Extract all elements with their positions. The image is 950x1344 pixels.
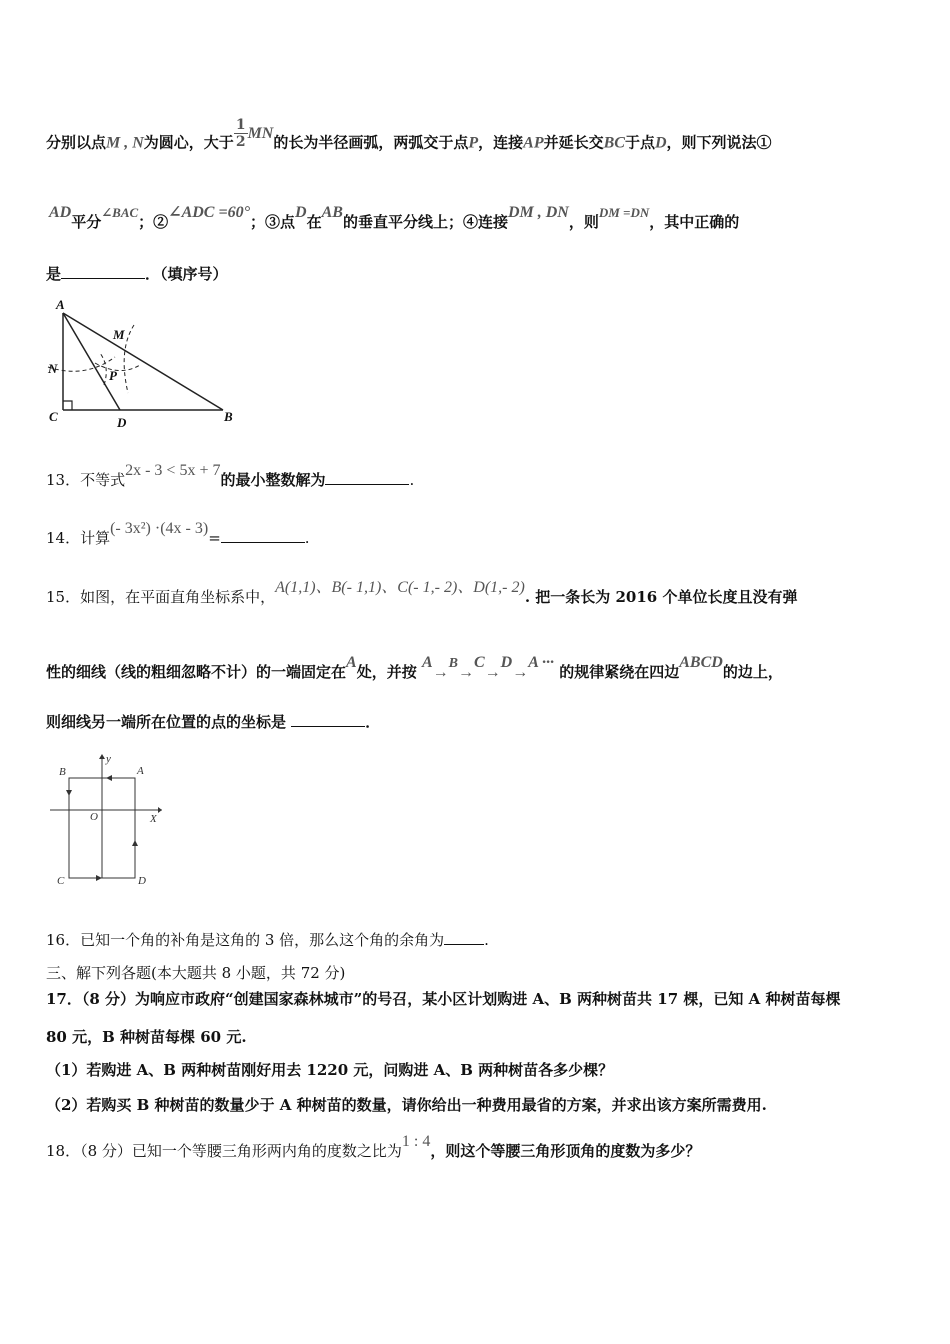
label-p: P — [109, 368, 117, 383]
arrow-d-to-a — [132, 840, 138, 846]
label-b: B — [59, 766, 66, 778]
q15-line-2: 性的细线（线的粗细忽略不计）的一端固定在A处，并按 A→B→C→D→A ··· 的规律紧绕在四边ABCD的边上， — [46, 654, 783, 681]
right-angle-mark — [63, 401, 72, 410]
q17-part-1: （1）若购进 A、B 两种树苗刚好用去 1220 元，问购进 A、B 两种树苗各多少棵？ — [46, 1061, 614, 1079]
section-title: 三、解下列各题(本大题共 8 小题，共 72 分) — [46, 964, 346, 982]
arrow-b-to-c — [66, 790, 72, 796]
q17-part-2: （2）若购买 B 种树苗的数量少于 A 种树苗的数量，请你给出一种费用最省的方案，并求出该方案所需费用. — [46, 1096, 767, 1114]
arrow-c-to-d — [96, 875, 102, 881]
triangle-figure — [40, 295, 250, 430]
label-y: y — [106, 753, 111, 765]
label-o: O — [90, 811, 98, 823]
arrow-a-to-b — [106, 775, 112, 781]
label-n: N — [48, 361, 58, 376]
segment-ad — [63, 313, 120, 410]
q17-line-2: 80 元，B 种树苗每棵 60 元. — [46, 1028, 247, 1046]
answer-blank[interactable] — [221, 528, 305, 543]
label-a: A — [56, 297, 65, 312]
q12-line-1: 分别以点M , N为圆心，大于 $\frac{1}{2}$ MN的长为半径画弧，两弧交于点P，连接AP并延长交BC于点D，则下列说法① — [46, 117, 772, 152]
y-axis-arrow — [99, 754, 105, 759]
label-x: X — [150, 813, 157, 825]
arc-cross — [95, 363, 140, 371]
q15-line-1: 15．如图，在平面直角坐标系中，A(1,1)、B(- 1,1)、C(- 1,- 2)、D(1,- 2). 把一条长为 2016 个单位长度且没有弹 — [46, 579, 798, 606]
answer-blank[interactable] — [291, 712, 365, 727]
answer-blank[interactable] — [325, 470, 409, 485]
label-d: D — [138, 875, 146, 887]
q16: 16．已知一个角的补角是这角的 3 倍，那么这个角的余角为 . — [46, 931, 489, 949]
label-c: C — [49, 409, 58, 424]
fraction-one-half: $\frac{1}{2}$ — [235, 117, 246, 150]
side-ab — [63, 313, 223, 410]
label-c: C — [57, 875, 65, 887]
q15-line-3: 则细线另一端所在位置的点的坐标是 ． — [46, 713, 381, 731]
q18: 18．（8 分）已知一个等腰三角形两内角的度数之比为1 : 4，则这个等腰三角形顶角的度数为多少？ — [46, 1133, 701, 1160]
answer-blank[interactable] — [444, 930, 484, 945]
q17-line-1: 17．（8 分）为响应市政府“创建国家森林城市”的号召，某小区计划购进 A、B 两种树苗共 17 棵，已知 A 种树苗每棵 — [46, 990, 841, 1008]
coordinate-figure — [44, 750, 174, 890]
arc-from-m — [124, 325, 134, 393]
label-b: B — [224, 409, 233, 424]
label-d: D — [117, 415, 127, 430]
q14: 14．计算(- 3x²) ·(4x - 3)= . — [46, 520, 310, 547]
label-a: A — [137, 765, 144, 777]
answer-blank[interactable] — [61, 264, 145, 279]
label-m: M — [113, 327, 125, 342]
q12-line-2: AD平分∠BAC；②∠ADC =60°；③点D在AB的垂直平分线上；④连接DM , DN，则DM =DN，其中正确的 — [49, 204, 740, 231]
x-axis-arrow — [158, 807, 162, 813]
q13: 13．不等式2x - 3 < 5x + 7的最小整数解为 . — [46, 462, 415, 489]
q12-line-3: 是 ．（填序号） — [46, 265, 228, 283]
